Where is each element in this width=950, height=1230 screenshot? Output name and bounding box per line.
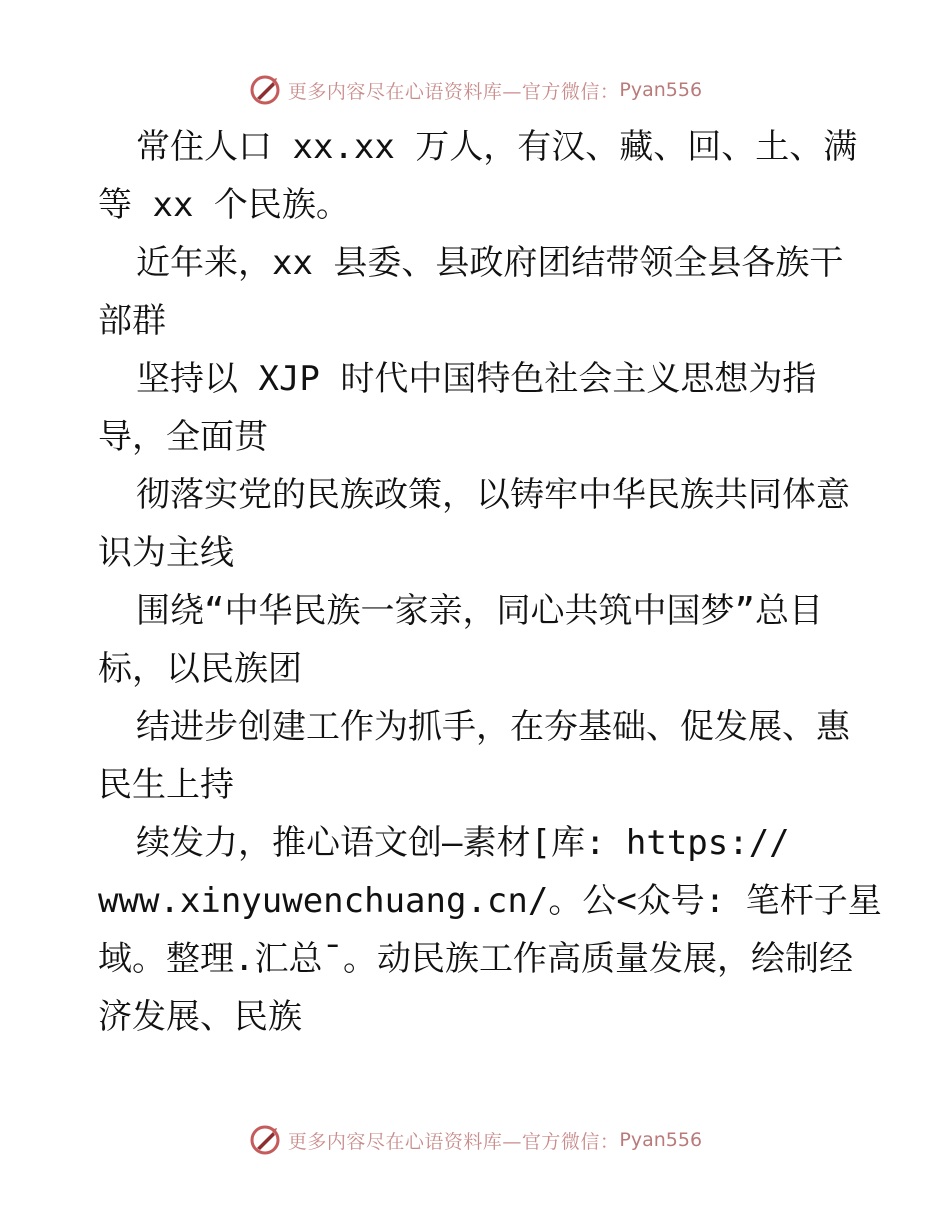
banner-wechat-id: Pyan556 xyxy=(619,1129,703,1151)
banner-text: 更多内容尽在心语资料库—官方微信： xyxy=(287,1130,620,1153)
body-line: 济发展、民族 xyxy=(98,997,302,1037)
body-line: 彻落实党的民族政策，以铸牢中华民族共同体意 xyxy=(136,475,850,515)
document-body xyxy=(98,118,882,1046)
body-line: 近年来，xx 县委、县政府团结带领全县各族干 xyxy=(136,243,844,283)
body-line: 标，以民族团 xyxy=(98,649,302,689)
header-watermark-banner xyxy=(0,70,950,110)
body-line: 部群 xyxy=(98,301,166,341)
body-line: 围绕“中华民族一家亲，同心共筑中国梦”总目 xyxy=(136,591,823,631)
body-line: 识为主线 xyxy=(98,533,234,573)
quill-logo-icon xyxy=(248,1123,282,1157)
body-line: 域。整理.汇总¯。动民族工作高质量发展，绘制经 xyxy=(98,939,853,979)
body-line: 坚持以 XJP 时代中国特色社会主义思想为指 xyxy=(136,359,817,399)
body-line: 导，全面贯 xyxy=(98,417,268,457)
banner-text: 更多内容尽在心语资料库—官方微信： xyxy=(287,80,620,103)
body-line: 民生上持 xyxy=(98,765,234,805)
quill-logo-icon xyxy=(248,73,282,107)
body-line: 结进步创建工作为抓手，在夯基础、促发展、惠 xyxy=(136,707,850,747)
body-line: www.xinyuwenchuang.cn/。公<众号: 笔杆子星 xyxy=(98,881,882,921)
body-line: 等 xx 个民族。 xyxy=(98,185,350,225)
body-line: 续发力，推心语文创—素材[库: https:// xyxy=(136,823,790,863)
body-line: 常住人口 xx.xx 万人，有汉、藏、回、土、满 xyxy=(136,127,858,167)
banner-wechat-id: Pyan556 xyxy=(619,79,703,101)
footer-watermark-banner xyxy=(0,1120,950,1160)
